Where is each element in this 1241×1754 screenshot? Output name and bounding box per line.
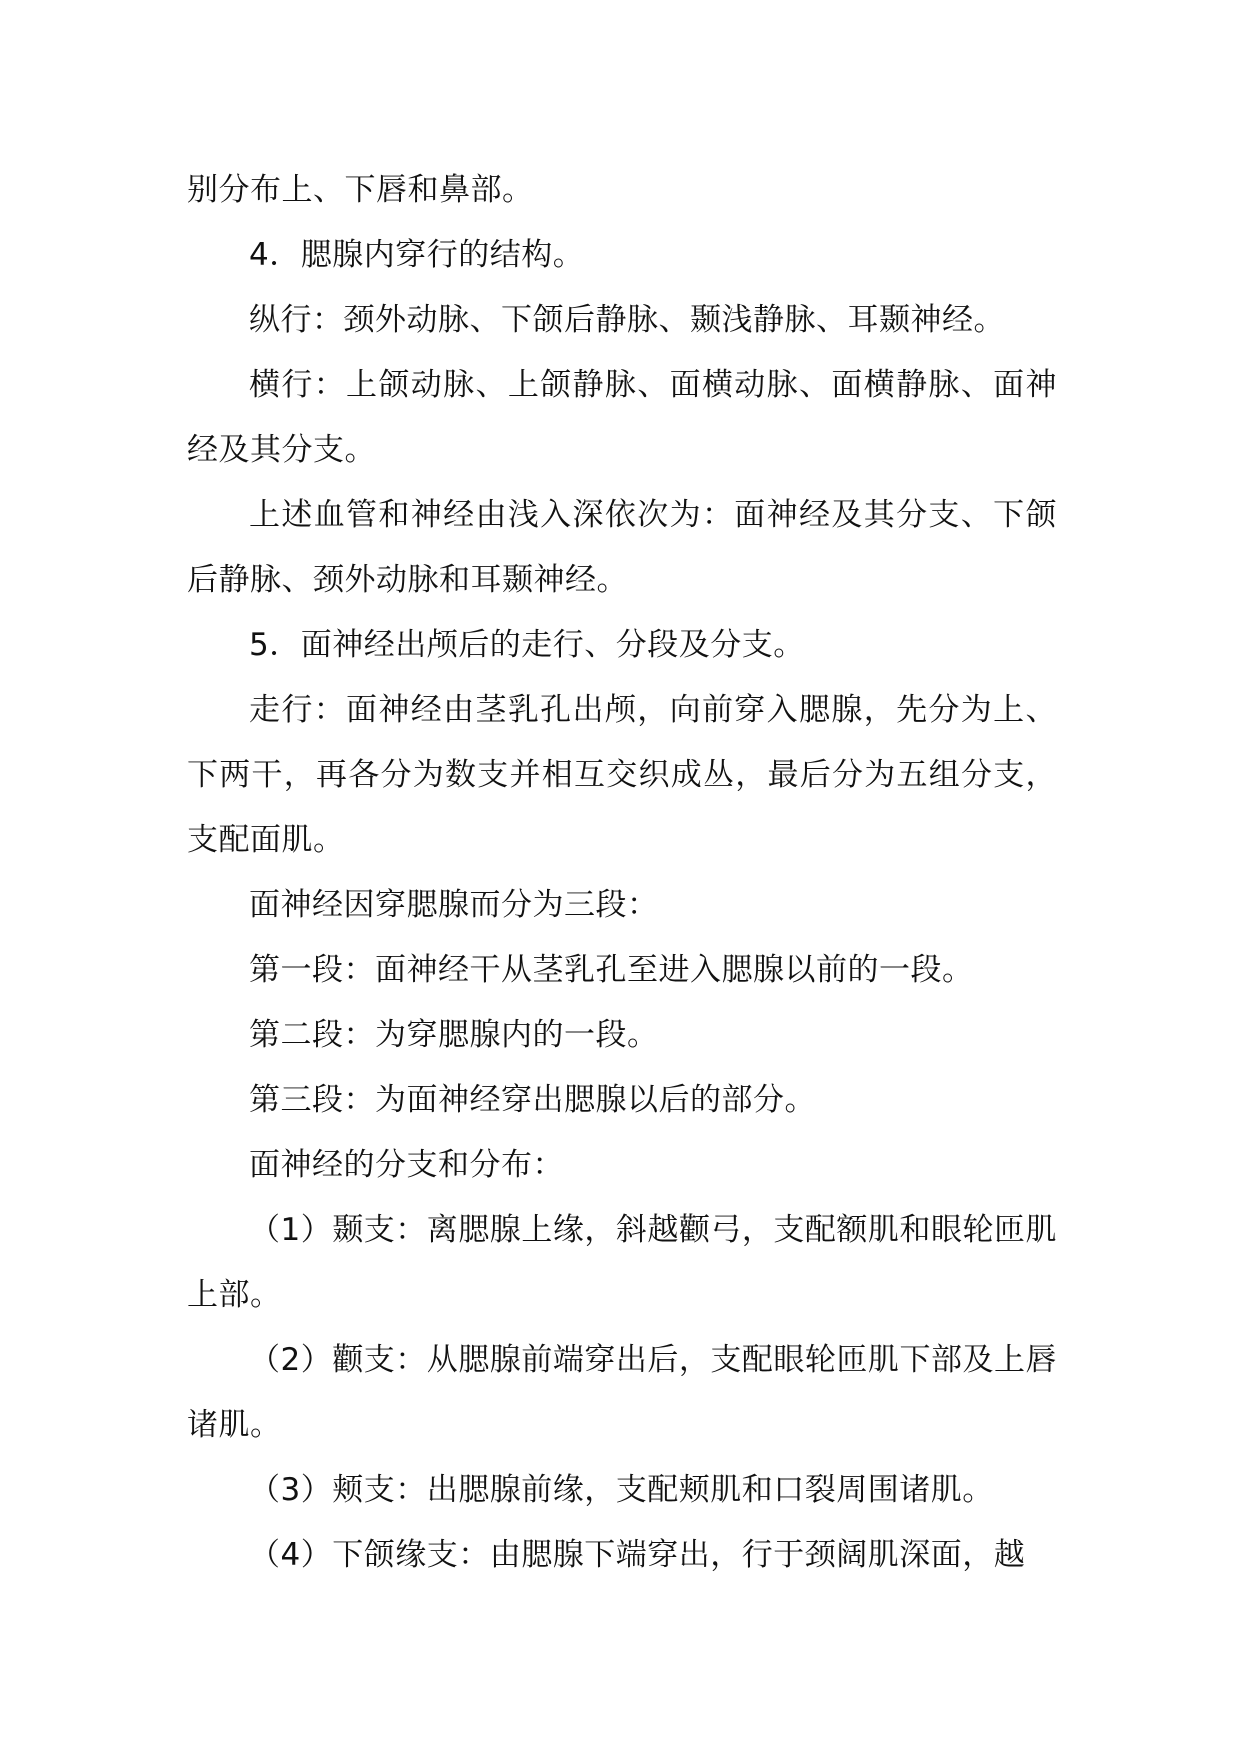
paragraph: 上述血管和神经由浅入深依次为：面神经及其分支、下颌后静脉、颈外动脉和耳颞神经。 bbox=[187, 497, 1057, 598]
paragraph: 5．面神经出颅后的走行、分段及分支。 bbox=[249, 627, 805, 663]
document-body bbox=[187, 158, 1057, 1588]
paragraph: 第二段：为穿腮腺内的一段。 bbox=[249, 1017, 659, 1053]
paragraph: 4．腮腺内穿行的结构。 bbox=[249, 237, 585, 273]
paragraph: （2）颧支：从腮腺前端穿出后，支配眼轮匝肌下部及上唇诸肌。 bbox=[187, 1342, 1057, 1443]
paragraph: 横行：上颌动脉、上颌静脉、面横动脉、面横静脉、面神经及其分支。 bbox=[187, 367, 1057, 468]
paragraph: 面神经的分支和分布： bbox=[249, 1147, 564, 1183]
paragraph: 第三段：为面神经穿出腮腺以后的部分。 bbox=[249, 1082, 816, 1118]
paragraph: （4）下颌缘支：由腮腺下端穿出，行于颈阔肌深面，越 bbox=[249, 1537, 1026, 1573]
paragraph: 纵行：颈外动脉、下颌后静脉、颞浅静脉、耳颞神经。 bbox=[249, 302, 1005, 338]
paragraph: 第一段：面神经干从茎乳孔至进入腮腺以前的一段。 bbox=[249, 952, 974, 988]
paragraph: （3）颊支：出腮腺前缘，支配颊肌和口裂周围诸肌。 bbox=[249, 1472, 994, 1508]
paragraph: 走行：面神经由茎乳孔出颅，向前穿入腮腺，先分为上、下两干，再各分为数支并相互交织成丛，最后分为五组分支，支配面肌。 bbox=[187, 692, 1057, 858]
paragraph: 面神经因穿腮腺而分为三段： bbox=[249, 887, 659, 923]
paragraph: 别分布上、下唇和鼻部。 bbox=[187, 172, 534, 208]
paragraph: （1）颞支：离腮腺上缘，斜越颧弓，支配额肌和眼轮匝肌上部。 bbox=[187, 1212, 1057, 1313]
